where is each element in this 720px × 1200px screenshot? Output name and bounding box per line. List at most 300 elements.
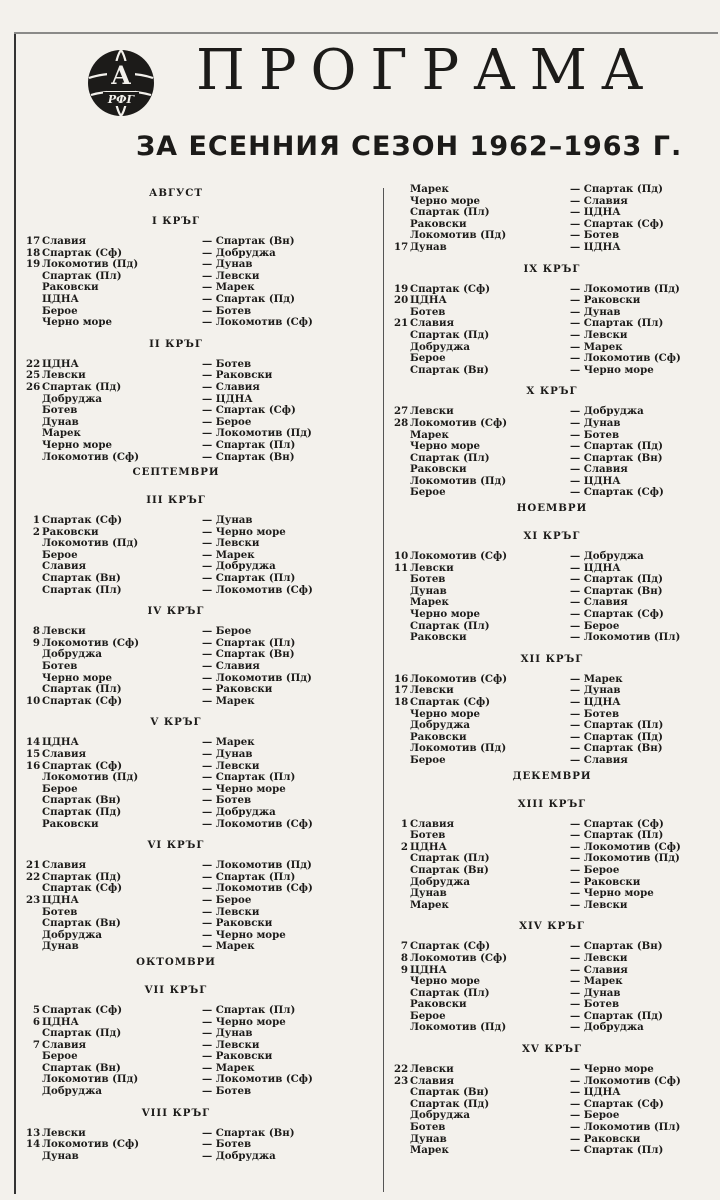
away-team: — Славия bbox=[570, 596, 628, 609]
fixture-row bbox=[394, 697, 710, 709]
away-team: — Левски bbox=[570, 328, 628, 341]
away-team: — Спартак (Пл) bbox=[202, 572, 296, 585]
round-heading: IX КРЪГ bbox=[523, 262, 581, 275]
home-team: Левски bbox=[42, 1126, 86, 1139]
fixture-row bbox=[394, 976, 710, 988]
fixture-day: 18 bbox=[26, 246, 41, 259]
home-team: ЦДНА bbox=[42, 357, 79, 370]
home-team: Спартак (Пд) bbox=[42, 870, 122, 883]
home-team: Левски bbox=[410, 405, 454, 418]
home-team: Черно море bbox=[42, 438, 112, 451]
away-team: — Берое bbox=[202, 893, 252, 906]
column-divider bbox=[383, 188, 384, 1192]
away-team: — Добруджа bbox=[202, 805, 276, 818]
home-team: Марек bbox=[410, 183, 449, 195]
home-team: Дунав bbox=[410, 240, 447, 253]
home-team: Черно море bbox=[410, 975, 480, 988]
home-team: Берое bbox=[42, 548, 78, 561]
home-team: Спартак (Пд) bbox=[42, 805, 122, 818]
fixture-row bbox=[26, 895, 362, 907]
away-team: — Дунав bbox=[202, 1027, 253, 1040]
fixture-day: 26 bbox=[26, 380, 41, 393]
away-team: — Левски bbox=[202, 759, 260, 772]
fixture-row bbox=[394, 755, 710, 767]
away-team: — Берое bbox=[570, 1109, 620, 1122]
away-team: — Марек bbox=[570, 672, 623, 685]
away-team: — Марек bbox=[202, 548, 255, 561]
away-team: — Ботев bbox=[570, 998, 620, 1011]
home-team: ЦДНА bbox=[42, 893, 79, 906]
fixture-day: 14 bbox=[26, 1138, 41, 1151]
home-team: Локомотив (Пд) bbox=[42, 258, 139, 271]
fixture-day: 23 bbox=[394, 1074, 409, 1087]
home-team: Локомотив (Пд) bbox=[410, 742, 507, 755]
fixture-row bbox=[394, 1022, 710, 1034]
fixture-day: 1 bbox=[400, 817, 408, 830]
home-team: Раковски bbox=[410, 217, 467, 230]
home-team: Спартак (Вн) bbox=[42, 794, 121, 807]
fixture-row bbox=[394, 609, 710, 621]
fixture-row bbox=[26, 405, 362, 417]
home-team: Раковски bbox=[42, 817, 99, 830]
away-team: — Спартак (Сф) bbox=[570, 1097, 664, 1110]
away-team: — Спартак (Сф) bbox=[570, 217, 664, 230]
away-team: — Спартак (Пл) bbox=[570, 829, 664, 842]
fixture-day: 19 bbox=[394, 282, 409, 295]
home-team: Локомотив (Сф) bbox=[410, 416, 508, 429]
fixture-row bbox=[394, 1122, 710, 1134]
fixture-row bbox=[394, 865, 710, 877]
round-heading: II КРЪГ bbox=[149, 337, 203, 350]
away-team: — Локомотив (Пл) bbox=[570, 631, 681, 644]
football-icon bbox=[86, 48, 156, 118]
away-team: — Черно море bbox=[202, 525, 286, 538]
home-team: Добруджа bbox=[42, 648, 102, 661]
home-team: Спартак (Пл) bbox=[42, 269, 122, 282]
home-team: Спартак (Пд) bbox=[42, 1027, 122, 1040]
round-heading: VII КРЪГ bbox=[144, 983, 208, 996]
fixture-row bbox=[26, 918, 362, 930]
away-team: — Спартак (Пд) bbox=[570, 1009, 663, 1022]
home-team: Добруджа bbox=[410, 719, 470, 732]
home-team: ЦДНА bbox=[42, 292, 79, 305]
round-heading: IV КРЪГ bbox=[147, 605, 205, 618]
fixture-row bbox=[26, 941, 362, 953]
away-team: — Локомотив (Пд) bbox=[570, 852, 680, 865]
home-team: Локомотив (Пд) bbox=[410, 229, 507, 242]
away-team: — Локомотив (Сф) bbox=[570, 1074, 681, 1087]
away-team: — Спартак (Пд) bbox=[202, 292, 295, 305]
home-team: Спартак (Пд) bbox=[42, 380, 122, 393]
page-subtitle: ЗА ЕСЕННИЯ СЕЗОН 1962–1963 Г. bbox=[136, 131, 683, 162]
round-heading: I КРЪГ bbox=[151, 215, 201, 227]
home-team: Раковски bbox=[410, 631, 467, 644]
home-team: Локомотив (Пд) bbox=[410, 1021, 507, 1034]
home-team: Спартак (Вн) bbox=[410, 363, 489, 376]
away-team: — Локомотив (Сф) bbox=[202, 1073, 313, 1086]
fixture-row bbox=[26, 1028, 362, 1040]
fixture-row bbox=[26, 661, 362, 673]
home-team: Спартак (Сф) bbox=[42, 759, 123, 772]
home-team: Локомотив (Пд) bbox=[42, 537, 139, 550]
home-team: Черно море bbox=[410, 707, 480, 720]
home-team: Дунав bbox=[410, 584, 447, 597]
home-team: Черно море bbox=[42, 671, 112, 684]
away-team: — Спартак (Вн) bbox=[202, 450, 295, 463]
home-team: Спартак (Вн) bbox=[42, 917, 121, 930]
home-team: Дунав bbox=[42, 940, 79, 953]
fixture-row bbox=[394, 551, 710, 563]
away-team: — Спартак (Вн) bbox=[570, 940, 663, 953]
home-team: Спартак (Пд) bbox=[410, 328, 490, 341]
away-team: — Раковски bbox=[570, 294, 641, 307]
fixture-row bbox=[394, 888, 710, 900]
away-team: — Спартак (Пл) bbox=[202, 771, 296, 784]
away-team: — Локомотив (Пд) bbox=[202, 859, 312, 872]
fixture-day: 18 bbox=[394, 696, 409, 708]
round-heading: V КРЪГ bbox=[150, 716, 202, 729]
away-team: — Локомотив (Сф) bbox=[202, 583, 313, 596]
home-team: Спартак (Сф) bbox=[410, 940, 491, 953]
away-team: — ЦДНА bbox=[570, 206, 621, 219]
home-team: Берое bbox=[410, 352, 446, 365]
home-team: Спартак (Вн) bbox=[42, 572, 121, 585]
fixture-day: 22 bbox=[26, 357, 41, 370]
home-team: Славия bbox=[42, 1038, 87, 1051]
away-team: — Марек bbox=[202, 281, 255, 294]
fixture-day: 8 bbox=[32, 625, 40, 638]
home-team: Славия bbox=[410, 317, 455, 330]
fixture-row bbox=[26, 585, 362, 597]
fixture-row bbox=[394, 330, 710, 342]
home-team: Спартак (Сф) bbox=[410, 696, 491, 708]
home-team: Спартак (Пл) bbox=[410, 986, 490, 999]
home-team: Берое bbox=[42, 1050, 78, 1063]
away-team: — Славия bbox=[202, 380, 260, 393]
away-team: — Дунав bbox=[570, 416, 621, 429]
away-team: — Раковски bbox=[570, 1132, 641, 1145]
away-team: — Спартак (Пд) bbox=[570, 730, 663, 743]
fixture-day: 25 bbox=[26, 369, 41, 382]
home-team: Раковски bbox=[42, 525, 99, 538]
away-team: — Локомотив (Сф) bbox=[570, 840, 681, 853]
away-team: — Спартак (Вн) bbox=[570, 451, 663, 464]
home-team: Раковски bbox=[410, 998, 467, 1011]
away-team: — ЦДНА bbox=[570, 1086, 621, 1099]
away-team: — Берое bbox=[570, 619, 620, 632]
fixture-row bbox=[26, 236, 362, 248]
fixture-day: 28 bbox=[394, 416, 409, 429]
fixture-row bbox=[26, 1005, 362, 1017]
home-team: Берое bbox=[410, 486, 446, 499]
home-team: Локомотив (Пд) bbox=[410, 474, 507, 487]
fixture-day: 23 bbox=[26, 893, 41, 906]
away-team: — Спартак (Пл) bbox=[570, 1144, 664, 1157]
home-team: Левски bbox=[410, 561, 454, 574]
away-team: — Черно море bbox=[570, 363, 654, 376]
round-heading: VI КРЪГ bbox=[147, 839, 205, 852]
fixture-day: 13 bbox=[26, 1126, 41, 1139]
away-team: — Дунав bbox=[202, 748, 253, 760]
home-team: Левски bbox=[410, 1063, 454, 1076]
away-team: — Локомотив (Сф) bbox=[202, 882, 313, 895]
fixture-row bbox=[26, 515, 362, 527]
home-team: Славия bbox=[42, 859, 87, 872]
fixture-day: 7 bbox=[32, 1038, 40, 1051]
home-team: Левски bbox=[42, 369, 86, 382]
away-team: — Локомотив (Сф) bbox=[570, 352, 681, 365]
home-team: Спартак (Пл) bbox=[410, 619, 490, 632]
home-team: Добруджа bbox=[410, 1109, 470, 1122]
fixture-day: 10 bbox=[394, 550, 409, 563]
away-team: — Берое bbox=[202, 625, 252, 638]
home-team: Спартак (Пл) bbox=[410, 451, 490, 464]
fixture-row bbox=[394, 365, 710, 377]
home-team: Ботев bbox=[410, 305, 446, 318]
fixture-row bbox=[394, 1064, 710, 1076]
away-team: — Черно море bbox=[570, 887, 654, 900]
away-team: — Локомотив (Пл) bbox=[570, 1121, 681, 1134]
home-team: Спартак (Сф) bbox=[42, 246, 123, 259]
fixture-day: 21 bbox=[394, 317, 409, 330]
fixture-row bbox=[26, 573, 362, 585]
away-team: — Спартак (Вн) bbox=[570, 742, 663, 755]
away-team: — Раковски bbox=[202, 369, 273, 382]
home-team: Марек bbox=[410, 1144, 449, 1157]
away-team: — Спартак (Пл) bbox=[202, 636, 296, 649]
away-team: — Славия bbox=[202, 660, 260, 673]
fixture-row bbox=[394, 830, 710, 842]
fixture-day: 2 bbox=[400, 840, 408, 853]
round-heading: XV КРЪГ bbox=[521, 1043, 583, 1056]
fixture-day: 1 bbox=[32, 514, 40, 527]
home-team: Берое bbox=[410, 1009, 446, 1022]
away-team: — Локомотив (Сф) bbox=[202, 316, 313, 329]
fixture-day: 7 bbox=[400, 940, 408, 953]
fixture-row bbox=[394, 184, 710, 196]
fixture-day: 9 bbox=[400, 963, 408, 976]
home-team: Черно море bbox=[42, 316, 112, 329]
logo-letter: А bbox=[110, 61, 132, 90]
away-team: — Левски bbox=[202, 1038, 260, 1051]
home-team: Спартак (Пл) bbox=[410, 206, 490, 219]
home-team: Дунав bbox=[42, 415, 79, 428]
fixture-row bbox=[394, 632, 710, 644]
away-team: — Спартак (Пл) bbox=[202, 870, 296, 883]
fixture-row bbox=[26, 860, 362, 872]
home-team: Берое bbox=[410, 753, 446, 766]
fixture-row bbox=[394, 900, 710, 912]
federation-logo bbox=[86, 48, 156, 118]
away-team: — Марек bbox=[202, 940, 255, 953]
fixture-row bbox=[26, 317, 362, 329]
home-team: Локомотив (Сф) bbox=[42, 636, 140, 649]
home-team: Черно море bbox=[410, 608, 480, 621]
home-team: ЦДНА bbox=[410, 963, 447, 976]
round-heading: X КРЪГ bbox=[526, 385, 578, 398]
right-column bbox=[394, 184, 710, 1157]
home-team: Добруджа bbox=[42, 1085, 102, 1098]
away-team: — Спартак (Вн) bbox=[570, 584, 663, 597]
fixture-day: 17 bbox=[394, 240, 409, 253]
away-team: — Ботев bbox=[570, 707, 620, 720]
home-team: Ботев bbox=[410, 573, 446, 586]
month-heading: ОКТОМВРИ bbox=[136, 955, 216, 968]
fixture-row bbox=[394, 353, 710, 365]
fixture-day: 20 bbox=[394, 294, 409, 307]
away-team: — Ботев bbox=[570, 428, 620, 441]
away-team: — Ботев bbox=[202, 794, 252, 807]
round-heading: III КРЪГ bbox=[146, 494, 206, 507]
home-team: Локомотив (Сф) bbox=[42, 1138, 140, 1151]
away-team: — Добруджа bbox=[202, 560, 276, 573]
month-heading: НОЕМВРИ bbox=[516, 502, 588, 515]
home-team: Спартак (Сф) bbox=[42, 1003, 123, 1016]
home-team: ЦДНА bbox=[42, 736, 79, 749]
home-team: Спартак (Пл) bbox=[42, 583, 122, 596]
home-team: Марек bbox=[410, 428, 449, 441]
away-team: — Локомотив (Пд) bbox=[202, 671, 312, 684]
home-team: Левски bbox=[410, 684, 454, 697]
away-team: — Спартак (Сф) bbox=[570, 608, 664, 621]
fixture-day: 21 bbox=[26, 859, 41, 872]
away-team: — Спартак (Пд) bbox=[570, 183, 663, 195]
away-team: — Дунав bbox=[570, 986, 621, 999]
fixture-day: 11 bbox=[394, 561, 409, 574]
month-heading: СЕПТЕМВРИ bbox=[132, 466, 220, 479]
round-heading: XI КРЪГ bbox=[523, 530, 581, 543]
home-team: Спартак (Сф) bbox=[42, 514, 123, 527]
away-team: — Спартак (Сф) bbox=[570, 817, 664, 830]
away-team: — Славия bbox=[570, 963, 628, 976]
away-team: — Марек bbox=[202, 736, 255, 749]
home-team: Славия bbox=[42, 235, 87, 247]
home-team: Спартак (Пл) bbox=[410, 852, 490, 865]
away-team: — Дунав bbox=[202, 514, 253, 527]
away-team: — Локомотив (Сф) bbox=[202, 817, 313, 830]
away-team: — Дунав bbox=[570, 684, 621, 697]
home-team: Спартак (Сф) bbox=[42, 694, 123, 707]
home-team: Локомотив (Пд) bbox=[42, 771, 139, 784]
fixture-day: 15 bbox=[26, 748, 41, 760]
home-team: Раковски bbox=[410, 463, 467, 476]
away-team: — Ботев bbox=[202, 304, 252, 317]
home-team: Спартак (Вн) bbox=[42, 1061, 121, 1074]
away-team: — Левски bbox=[202, 905, 260, 918]
away-team: — Добруджа bbox=[570, 1021, 644, 1034]
home-team: ЦДНА bbox=[410, 294, 447, 307]
fixture-day: 17 bbox=[394, 684, 409, 697]
page-title: ПРОГРАМА bbox=[196, 38, 658, 103]
home-team: Славия bbox=[42, 560, 87, 573]
month-heading: ДЕКЕМВРИ bbox=[512, 769, 592, 782]
fixture-day: 22 bbox=[394, 1063, 409, 1076]
home-team: Славия bbox=[42, 748, 87, 760]
fixture-row bbox=[26, 1086, 362, 1098]
home-team: Ботев bbox=[410, 1121, 446, 1134]
away-team: — Добруджа bbox=[202, 1149, 276, 1162]
fixture-row bbox=[394, 418, 710, 430]
fixture-day: 8 bbox=[400, 951, 408, 964]
away-team: — ЦДНА bbox=[570, 561, 621, 574]
round-heading: VIII КРЪГ bbox=[141, 1106, 211, 1119]
away-team: — Раковски bbox=[570, 875, 641, 888]
home-team: Добруджа bbox=[42, 928, 102, 941]
home-team: Локомотив (Сф) bbox=[410, 672, 508, 685]
fixture-day: 19 bbox=[26, 258, 41, 271]
home-team: Спартак (Вн) bbox=[410, 863, 489, 876]
fixture-day: 27 bbox=[394, 405, 409, 418]
home-team: Дунав bbox=[410, 887, 447, 900]
fixture-row bbox=[26, 749, 362, 761]
round-heading: XIV КРЪГ bbox=[519, 920, 585, 933]
away-team: — Ботев bbox=[570, 229, 620, 242]
away-team: — Берое bbox=[202, 415, 252, 428]
home-team: Добруджа bbox=[410, 340, 470, 353]
away-team: — Черно море bbox=[202, 928, 286, 941]
away-team: — Спартак (Пд) bbox=[570, 573, 663, 586]
away-team: — Раковски bbox=[202, 1050, 273, 1063]
month-heading: АВГУСТ bbox=[149, 187, 203, 199]
away-team: — Славия bbox=[570, 463, 628, 476]
home-team: Спартак (Пл) bbox=[42, 683, 122, 696]
fixture-day: 22 bbox=[26, 870, 41, 883]
away-team: — Черно море bbox=[202, 782, 286, 795]
fixture-row bbox=[26, 440, 362, 452]
fixture-row bbox=[26, 1151, 362, 1163]
away-team: — ЦДНА bbox=[202, 392, 253, 405]
fixture-day: 16 bbox=[394, 672, 409, 685]
home-team: Дунав bbox=[42, 1149, 79, 1162]
away-team: — Спартак (Вн) bbox=[202, 235, 295, 247]
away-team: — ЦДНА bbox=[570, 240, 621, 253]
fixture-day: 16 bbox=[26, 759, 41, 772]
away-team: — Славия bbox=[570, 753, 628, 766]
away-team: — Спартак (Пл) bbox=[202, 1003, 296, 1016]
away-team: — Славия bbox=[570, 194, 628, 207]
fixture-row bbox=[26, 294, 362, 306]
home-team: Марек bbox=[410, 898, 449, 911]
fixture-day: 6 bbox=[32, 1015, 40, 1028]
away-team: — Марек bbox=[202, 694, 255, 707]
fixture-row bbox=[26, 382, 362, 394]
home-team: Дунав bbox=[410, 1132, 447, 1145]
home-team: Добруджа bbox=[42, 392, 102, 405]
home-team: Марек bbox=[42, 427, 81, 440]
home-team: Локомотив (Сф) bbox=[410, 951, 508, 964]
away-team: — Марек bbox=[570, 340, 623, 353]
away-team: — Спартак (Пл) bbox=[202, 438, 296, 451]
fixture-row bbox=[394, 441, 710, 453]
away-team: — Левски bbox=[202, 269, 260, 282]
home-team: Локомотив (Пд) bbox=[42, 1073, 139, 1086]
home-team: Марек bbox=[410, 596, 449, 609]
round-heading: XIII КРЪГ bbox=[517, 797, 587, 810]
away-team: — Ботев bbox=[202, 357, 252, 370]
away-team: — Спартак (Сф) bbox=[570, 486, 664, 499]
fixture-day: 9 bbox=[32, 636, 40, 649]
home-team: Добруджа bbox=[410, 875, 470, 888]
away-team: — ЦДНА bbox=[570, 474, 621, 487]
home-team: Спартак (Сф) bbox=[42, 882, 123, 895]
page-top-rule bbox=[14, 32, 718, 34]
away-team: — Левски bbox=[570, 898, 628, 911]
home-team: Левски bbox=[42, 625, 86, 638]
fixture-row bbox=[394, 1145, 710, 1157]
away-team: — Добруджа bbox=[570, 550, 644, 563]
home-team: Локомотив (Сф) bbox=[410, 550, 508, 563]
home-team: Ботев bbox=[410, 829, 446, 842]
